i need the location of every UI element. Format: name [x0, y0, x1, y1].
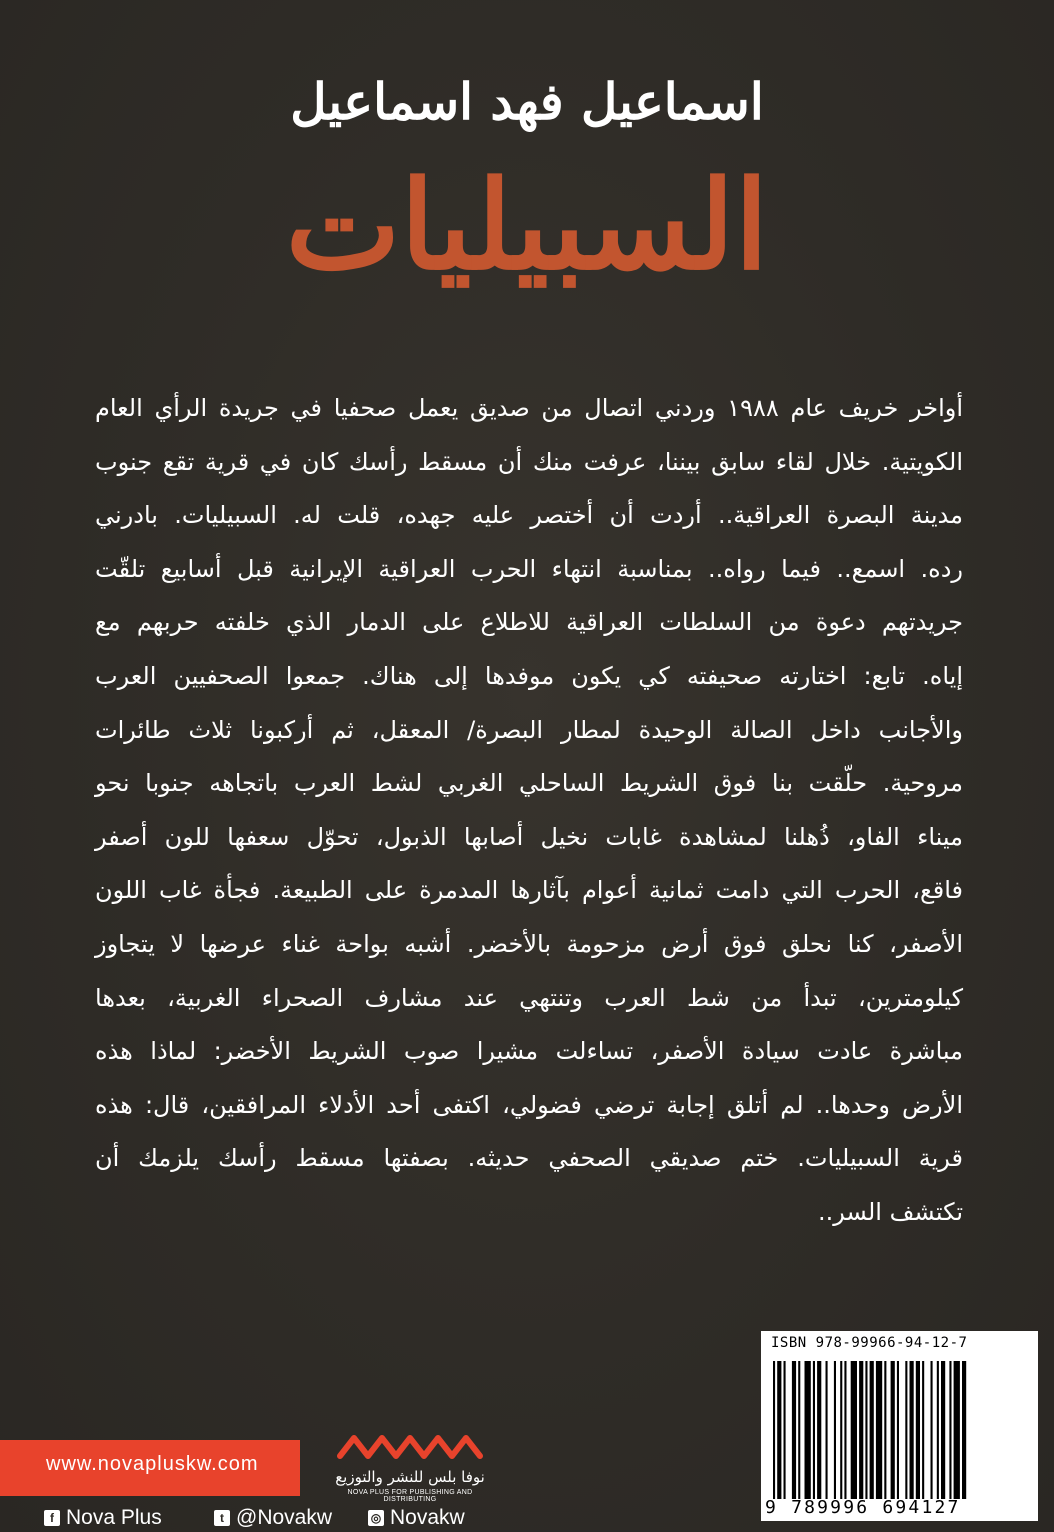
website-link[interactable]: www.novapluskw.com	[46, 1453, 259, 1475]
twitter-handle[interactable]	[214, 1506, 332, 1530]
blurb-line: جريدتهم دعوة من السلطات العراقية للاطلاع على الدمار الذي خلفته حربهم مع	[95, 608, 963, 637]
blurb-line: فاقع، الحرب التي دامت ثمانية أعوام بآثارها المدمرة على الطبيعة. فجأة غاب اللون	[95, 876, 963, 905]
publisher-name-english: NOVA PLUS FOR PUBLISHING AND DISTRIBUTING	[347, 1489, 473, 1503]
instagram-icon: ◎	[368, 1510, 384, 1526]
blurb-line: أواخر خريف عام ١٩٨٨ وردني اتصال من صديق يعمل صحفيا في جريدة الرأي العام	[95, 394, 963, 422]
twitter-label: @Novakw	[236, 1506, 333, 1529]
facebook-handle[interactable]	[44, 1506, 162, 1530]
instagram-handle[interactable]	[368, 1506, 465, 1530]
publisher-logo	[320, 1428, 500, 1508]
book-title: السبيليات	[285, 153, 769, 297]
blurb-line: الأرض وحدها.. لم أتلق إجابة ترضي فضولي، اكتفى أحد الأدلاء المرافقين، قال: هذه	[95, 1090, 963, 1119]
isbn-label: ISBN 978-99966-94-12-7	[771, 1335, 968, 1351]
publisher-name-arabic: نوفا بلس للنشر والتوزيع	[335, 1468, 485, 1486]
blurb-line: ميناء الفاو، ذُهلنا لمشاهدة غابات نخيل أصابها الذبول، تحوّل سعفها للون أصفر	[95, 822, 963, 851]
blurb-line: مروحية. حلّقت بنا فوق الشريط الساحلي الغربي لشط العرب باتجاهه جنوبا نحو	[95, 769, 963, 798]
instagram-label: Novakw	[390, 1506, 465, 1529]
blurb-line: كيلومترين، تبدأ من شط العرب وتنتهي عند مشارف الصحراء الغربية، بعدها	[95, 983, 963, 1012]
author-name: اسماعيل فهد اسماعيل	[290, 72, 764, 131]
barcode-icon	[773, 1361, 1027, 1499]
twitter-icon: t	[214, 1510, 230, 1526]
facebook-label: Nova Plus	[66, 1506, 162, 1529]
barcode-number: 9 789996 694127	[765, 1497, 961, 1518]
blurb-line: تكتشف السر..	[818, 1197, 963, 1226]
blurb-line: الأصفر، كنا نحلق فوق أرض مزحومة بالأخضر. أشبه بواحة غناء عرضها لا يتجاوز	[95, 929, 963, 958]
nova-logo-icon	[320, 1428, 500, 1468]
blurb-line: مدينة البصرة العراقية.. أردت أن أختصر عليه جهده، قلت له. السبيليات. بادرني	[95, 501, 963, 530]
barcode-box	[761, 1331, 1038, 1521]
blurb-line: قرية السبيليات. ختم صديقي الصحفي حديثه. بصفتها مسقط رأسك يلزمك أن	[95, 1144, 963, 1173]
blurb-line: والأجانب داخل الصالة الوحيدة لمطار البصرة/ المعقل، ثم أركبونا ثلاث طائرات	[95, 715, 963, 744]
blurb-line: مباشرة عادت سيادة الأصفر، تساءلت مشيرا صوب الشريط الأخضر: لماذا هذه	[95, 1037, 963, 1066]
blurb-line: رده. اسمع.. فيما رواه.. بمناسبة انتهاء الحرب العراقية الإيرانية قبل أسابيع تلقّت	[95, 554, 963, 583]
blurb-line: إياه. تابع: اختارته صحيفته كي يكون موفدها إلى هناك. جمعوا الصحفيين العرب	[95, 661, 963, 690]
blurb-text	[95, 382, 963, 1240]
blurb-line: الكويتية. خلال لقاء سابق بيننا، عرفت منك أن مسقط رأسك كان في قرية تقع جنوب	[95, 447, 963, 476]
facebook-icon: f	[44, 1510, 60, 1526]
